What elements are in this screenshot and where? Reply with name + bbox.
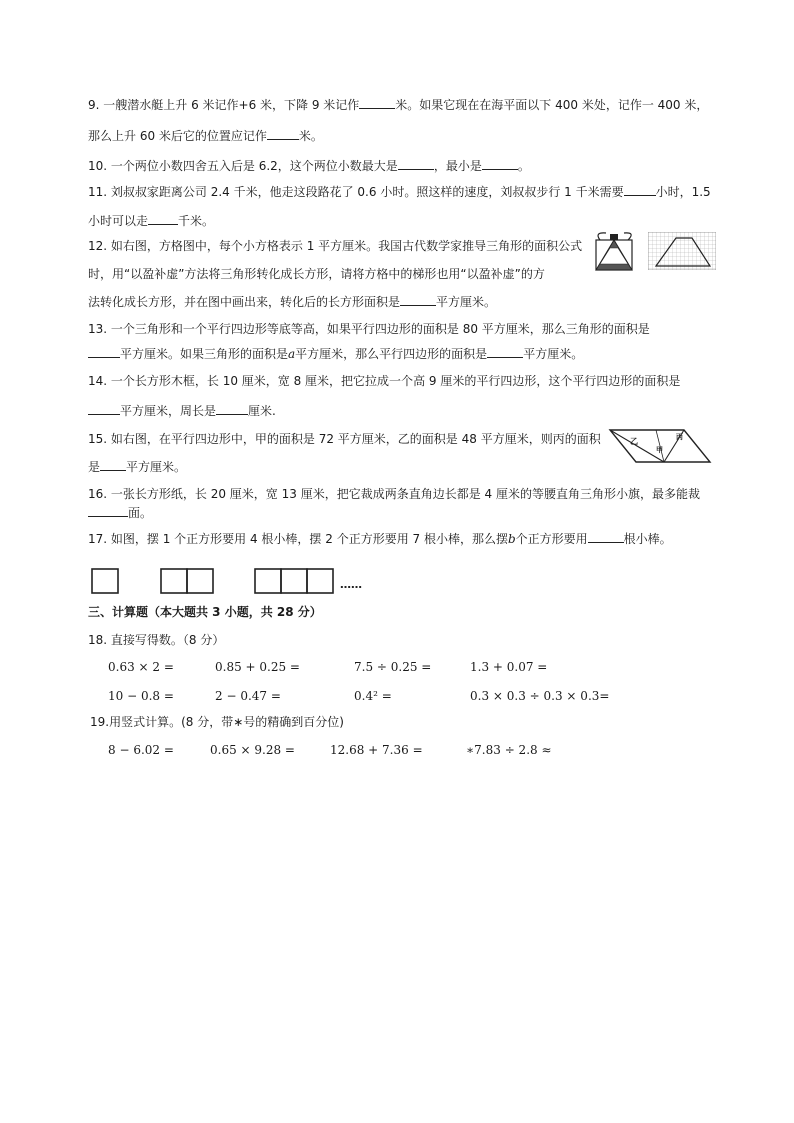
section-title: 三、计算题（本大题共 3 小题，共 28 分） [88, 605, 322, 619]
q15-text: 是 [88, 460, 101, 474]
label-yi: 乙 [630, 437, 638, 446]
question-16-line-1 [88, 486, 700, 502]
calc-item: 0.4² = [354, 689, 392, 703]
q16-text: 面。 [128, 506, 153, 520]
q13-text: 平方厘米。如果三角形的面积是 [120, 347, 289, 361]
question-12-line-3 [88, 293, 496, 310]
q12-text: 法转化成长方形，并在图中画出来，转化后的长方形面积是 [88, 295, 401, 309]
question-13-line-2 [88, 345, 583, 362]
question-11-line-1 [88, 183, 711, 200]
section-3-heading [88, 604, 322, 620]
answer-blank[interactable] [88, 345, 120, 358]
q15-text: 平方厘米。 [126, 460, 187, 474]
q18-title: 18. 直接写得数。（8 分） [88, 633, 225, 647]
answer-blank[interactable] [400, 293, 436, 306]
answer-blank[interactable] [148, 212, 178, 225]
q10-text: 。 [517, 159, 530, 173]
answer-blank[interactable] [398, 157, 434, 170]
answer-blank[interactable] [88, 504, 128, 517]
q9-text: 米。如果它现在在海平面以下 400 米处，记作一 400 米， [395, 98, 709, 112]
question-11-line-2 [88, 212, 214, 229]
question-19-title [90, 714, 344, 730]
calc-item: ∗7.83 ÷ 2.8 ≈ [466, 743, 552, 757]
question-17 [88, 530, 672, 547]
calc-item: 0.63 × 2 = [108, 660, 174, 674]
variable-a: a [288, 347, 296, 361]
calc-item: 1.3 + 0.07 = [470, 660, 548, 674]
q11-text: 小时，1.5 [655, 185, 711, 199]
question-14-line-2 [88, 402, 276, 419]
q9-text: 那么上升 60 米后它的位置应记作 [88, 129, 267, 143]
question-12-line-2 [88, 266, 545, 282]
q17-text: 17. 如图，摆 1 个正方形要用 4 根小棒，摆 2 个正方形要用 7 根小棒，那么摆 [88, 532, 508, 546]
matchstick-squares-figure [90, 566, 380, 596]
q12-text: 时，用“以盈补虚”方法将三角形转化成长方形，请将方格中的梯形也用“以盈补虚”的方 [88, 267, 545, 281]
calc-item: 12.68 + 7.36 = [330, 743, 423, 757]
q13-text: 13. 一个三角形和一个平行四边形等底等高，如果平行四边形的面积是 80 平方厘米，那么三角形的面积是 [88, 322, 650, 336]
calc-item: 10 − 0.8 = [108, 689, 174, 703]
calc-item: 7.5 ÷ 0.25 = [354, 660, 432, 674]
answer-blank[interactable] [216, 402, 248, 415]
question-12-line-1 [88, 238, 582, 254]
question-14-line-1 [88, 373, 680, 389]
q9-text: 9. 一艘潜水艇上升 6 米记作+6 米，下降 9 米记作 [88, 98, 360, 112]
q13-text: 平方厘米。 [523, 347, 584, 361]
answer-blank[interactable] [624, 183, 656, 196]
question-15-line-1 [88, 431, 601, 447]
answer-blank[interactable] [482, 157, 518, 170]
question-9-line-1 [88, 96, 708, 113]
calc-item: 0.85 + 0.25 = [215, 660, 300, 674]
calc-item: 8 − 6.02 = [108, 743, 174, 757]
answer-blank[interactable] [100, 458, 126, 471]
answer-blank[interactable] [359, 96, 395, 109]
answer-blank[interactable] [88, 402, 120, 415]
question-10 [88, 157, 530, 174]
trapezoid-grid-figure [648, 232, 716, 270]
q10-text: 10. 一个两位小数四舍五入后是 6.2，这个两位小数最大是 [88, 159, 398, 173]
q16-text: 16. 一张长方形纸，长 20 厘米，宽 13 厘米，把它裁成两条直角边长都是 4 厘米的等腰直角三角形小旗，最多能裁 [88, 487, 700, 501]
question-9-line-2 [88, 127, 323, 144]
calc-item: 0.3 × 0.3 ÷ 0.3 × 0.3= [470, 689, 610, 703]
triangle-to-rectangle-figure [590, 230, 640, 272]
question-16-line-2 [88, 504, 152, 521]
calc-item: 0.65 × 9.28 = [210, 743, 295, 757]
q11-text: 小时可以走 [88, 214, 149, 228]
q14-text: 平方厘米，周长是 [120, 404, 217, 418]
q15-text: 15. 如右图，在平行四边形中，甲的面积是 72 平方厘米，乙的面积是 48 平方厘米，则丙的面积 [88, 432, 601, 446]
q11-text: 11. 刘叔叔家距离公司 2.4 千米，他走这段路花了 0.6 小时。照这样的速度，刘叔叔步行 1 千米需要 [88, 185, 624, 199]
answer-blank[interactable] [487, 345, 523, 358]
calc-item: 2 − 0.47 = [215, 689, 281, 703]
q10-text: ，最小是 [433, 159, 482, 173]
q12-text: 12. 如右图，方格图中，每个小方格表示 1 平方厘米。我国古代数学家推导三角形的面积公式 [88, 239, 583, 253]
answer-blank[interactable] [267, 127, 299, 140]
label-bing: 丙 [676, 433, 683, 441]
q9-text: 米。 [298, 129, 323, 143]
parallelogram-figure [606, 426, 714, 466]
q19-title: 19.用竖式计算。(8 分，带∗号的精确到百分位) [90, 715, 344, 729]
q17-text: 根小棒。 [623, 532, 672, 546]
q14-text: 厘米. [248, 404, 276, 418]
q11-text: 千米。 [178, 214, 215, 228]
ellipsis: …… [340, 578, 362, 591]
q13-text: 平方厘米，那么平行四边形的面积是 [295, 347, 488, 361]
q12-text: 平方厘米。 [436, 295, 497, 309]
variable-b: b [507, 532, 516, 546]
label-jia: 甲 [656, 446, 663, 454]
question-15-line-2 [88, 458, 186, 475]
answer-blank[interactable] [588, 530, 624, 543]
q17-text: 个正方形要用 [515, 532, 588, 546]
question-13-line-1 [88, 321, 650, 337]
q14-text: 14. 一个长方形木框，长 10 厘米，宽 8 厘米，把它拉成一个高 9 厘米的平行四边形，这个平行四边形的面积是 [88, 374, 681, 388]
question-18-title [88, 632, 224, 648]
